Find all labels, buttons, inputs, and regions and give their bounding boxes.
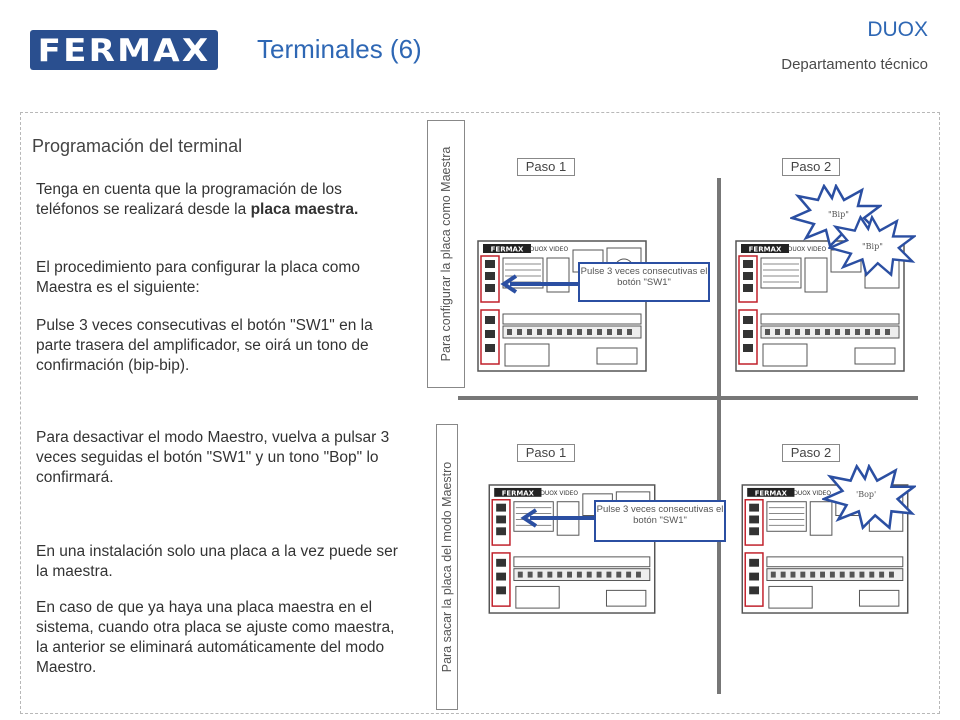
paragraph-1	[36, 180, 398, 220]
bip-text: "Bip"	[828, 210, 849, 219]
paragraph-4: Para desactivar el modo Maestro, vuelva a pulsar 3 veces seguidas el botón "SW1" y un tono "Bop" lo confirmará.	[36, 429, 390, 486]
paragraph-3: Pulse 3 veces consecutivas el botón "SW1" en la parte trasera del amplificador, se oirá un tono de confirmación (bip-bip).	[36, 317, 373, 374]
board-brand: FERMAX	[748, 245, 782, 254]
page-title: Terminales (6)	[257, 34, 422, 64]
step2-bottom: Paso 2	[782, 444, 840, 462]
label-configure-master-text: Para configurar la placa como Maestra	[439, 146, 453, 362]
amplifier-board-1	[477, 240, 647, 372]
board-model: DUOX VIDEO	[793, 490, 832, 497]
quadrant-horizontal-divider	[458, 396, 918, 400]
logo-text: FERMAX	[37, 33, 211, 69]
callout-press-sw1: Pulse 3 veces consecutivas el botón "SW1"	[578, 262, 710, 302]
label-remove-master-text: Para sacar la placa del modo Maestro	[440, 461, 454, 673]
brand-label: DUOX	[867, 18, 928, 41]
label-configure-master	[427, 120, 465, 388]
step1-top: Paso 1	[517, 158, 575, 176]
quadrant-vertical-divider	[717, 178, 721, 694]
paragraph-1-text: Tenga en cuenta que la programación de los teléfonos se realizará desde la	[36, 181, 342, 218]
paragraph-1-bold: placa maestra.	[250, 201, 359, 218]
board-brand: FERMAX	[754, 489, 787, 498]
callout-press-sw1: Pulse 3 veces consecutivas el botón "SW1"	[594, 500, 726, 542]
department-label: Departamento técnico	[781, 56, 928, 73]
arrow-left-icon	[520, 508, 596, 528]
step1-bottom: Paso 1	[517, 444, 575, 462]
board-brand: FERMAX	[490, 245, 524, 254]
board-model: DUOX VIDEO	[540, 490, 579, 497]
section-title: Programación del terminal	[32, 136, 243, 156]
paragraph-6: En caso de que ya haya una placa maestra en el sistema, cuando otra placa se ajuste como maestra, la anterior se eliminará automáticamente del modo Maestro.	[36, 599, 395, 676]
board-model: DUOX VIDEO	[529, 246, 569, 253]
bip-text: "Bip"	[862, 242, 883, 251]
bop-text: 'Bop'	[856, 490, 877, 499]
fermax-logo	[30, 30, 218, 70]
arrow-left-icon	[500, 274, 580, 294]
label-remove-master	[436, 424, 458, 710]
board-brand: FERMAX	[501, 489, 534, 498]
board-model: DUOX VIDEO	[787, 246, 827, 253]
paragraph-5: En una instalación solo una placa a la vez puede ser la maestra.	[36, 543, 398, 580]
step2-top: Paso 2	[782, 158, 840, 176]
paragraph-2: El procedimiento para configurar la placa como Maestra es el siguiente:	[36, 259, 360, 296]
